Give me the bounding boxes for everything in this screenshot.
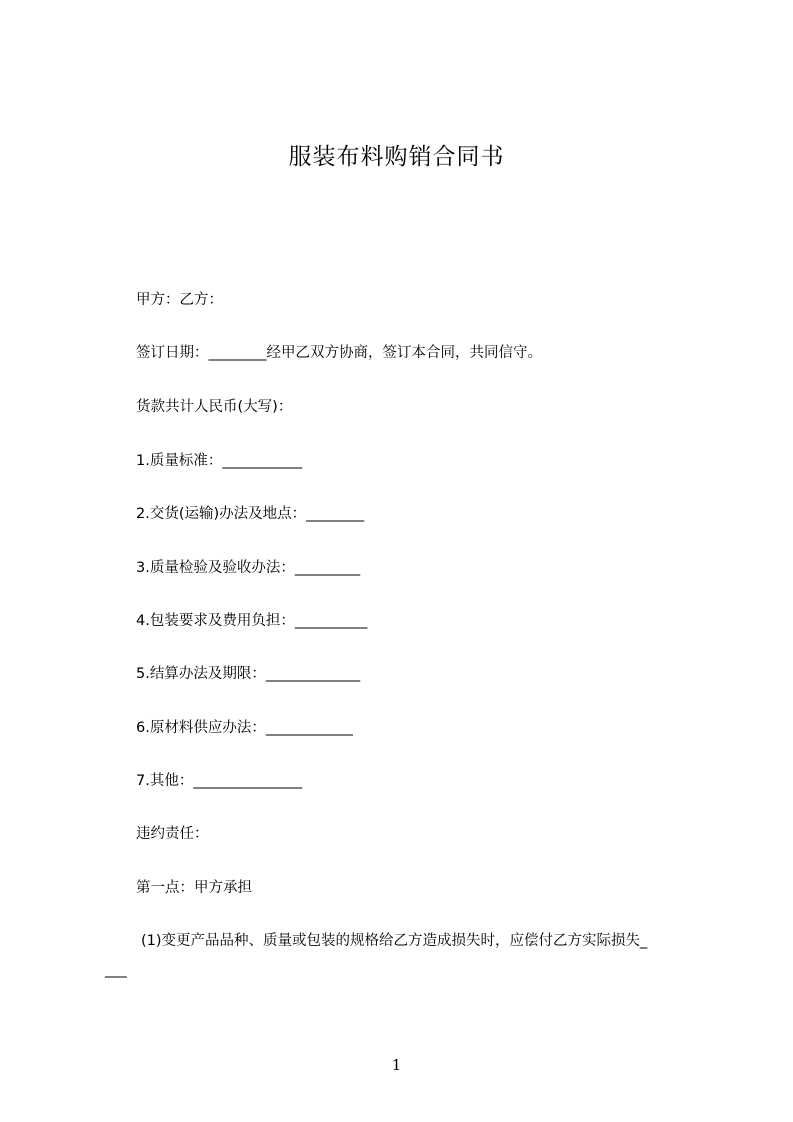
clause-raw-material: 6.原材料供应办法：____________	[136, 720, 353, 736]
clause-inspection: 3.质量检验及验收办法：_________	[136, 560, 361, 576]
parties-line: 甲方：乙方：	[136, 292, 223, 308]
clause-other: 7.其他：_______________	[136, 773, 303, 789]
clause-packaging: 4.包装要求及费用负担：__________	[136, 613, 368, 629]
party-a-liability-heading: 第一点：甲方承担	[136, 880, 252, 896]
clause-settlement: 5.结算办法及期限：_____________	[136, 666, 361, 682]
payment-total-line: 货款共计人民币(大写)：	[136, 399, 293, 415]
signing-date-line: 签订日期：________经甲乙双方协商，签订本合同，共同信守。	[136, 345, 542, 361]
page-number: 1	[391, 1056, 402, 1074]
clause-delivery: 2.交货(运输)办法及地点：________	[136, 506, 365, 522]
document-title: 服装布料购销合同书	[288, 144, 505, 170]
liability-item-1-continuation: ___	[105, 962, 127, 978]
liability-heading: 违约责任：	[136, 826, 209, 842]
clause-quality-standard: 1.质量标准：___________	[136, 453, 303, 469]
liability-item-1: (1)变更产品品种、质量或包装的规格给乙方造成损失时，应偿付乙方实际损失_	[141, 933, 648, 949]
